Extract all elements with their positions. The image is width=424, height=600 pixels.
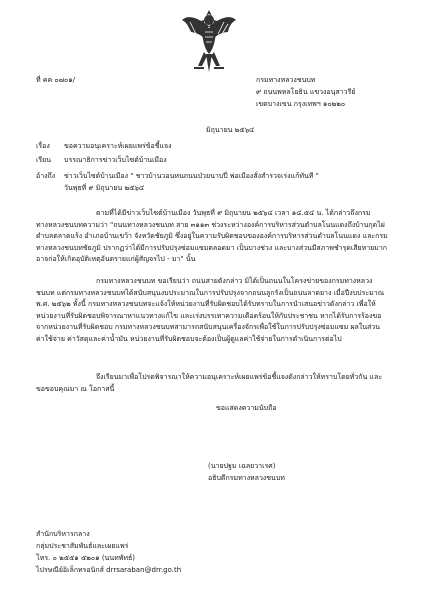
closing-phrase: ขอแสดงความนับถือ [216,404,277,412]
garuda-emblem-icon [180,8,238,74]
paragraph-3 [36,372,388,395]
footer-unit: กลุ่มประชาสัมพันธ์และเผยแพร่ [36,542,129,550]
letter-number: ที่ คค ๐๗๐๑/ [36,76,76,84]
subject-label: เรื่อง [36,142,50,150]
footer-phone: โทร. ๐ ๒๕๕๑ ๕๒๐๑ (นนทพัทธ์) [36,554,135,562]
reference-label: อ้างถึง [36,172,56,180]
recipient-label: เรียน [36,156,52,164]
footer-email: ไปรษณีย์อิเล็กทรอนิกส์ drrsaraban@drr.go.th [36,566,182,574]
letter-date: มิถุนายน ๒๕๖๔ [206,126,255,134]
signer-name: (นายปฐม เฉลยวาเรศ) [208,462,276,470]
sender-line-2: ๙ ถนนพหลโยธิน แขวงอนุสาวรีย์ [256,88,356,96]
recipient-text: บรรณาธิการข่าวเว็บไซต์บ้านเมือง [64,156,167,164]
paragraph-1-text: ตามที่ได้มีข่าวเว็บไซต์บ้านเมือง วันพุธที่ ๙ มิถุนายน ๒๕๖๔ เวลา ๑๔.๕๔ น. ได้กล่าวถึงกรมทางหลวงชนบทความว่า "ถนนทางหลวงชนบท สาย ๓๑๑๓ ช่วงระหว่างองค์การบริหารส่วนตำบลโนนแดงถึงบ้านกุดไผ่ ตำบลตลาดแร้ง อำเภอบ้านเขว้า จังหวัดชัยภูมิ ซึ่งอยู่ในความรับผิดชอบขององค์การบริหารส่วนตำบลโนนแดง และกรมทางหลวงชนบทชัยภูมิ ปรากฏว่าได้มีการปรับปรุงซ่อมแซมตลอดมา เป็นบางช่วง และบางส่วนมีสภาพชำรุดเสียหายมากอาจก่อให้เกิดอุบัติเหตุอันตรายแก่ผู้สัญจรไป - มา" นั้น [36,209,388,263]
paragraph-2 [36,276,388,345]
signer-title: อธิบดีกรมทางหลวงชนบท [208,474,285,482]
reference-line-2: วันพุธที่ ๙ มิถุนายน ๒๕๖๔ [64,184,145,192]
subject-text: ขอความอนุเคราะห์เผยแพร่ข้อชี้แจง [64,142,172,150]
sender-line-1: กรมทางหลวงชนบท [256,76,316,84]
footer-office: สำนักบริหารกลาง [36,530,90,538]
paragraph-1 [36,208,388,266]
paragraph-3-text: จึงเรียนมาเพื่อโปรดพิจารณาให้ความอนุเคราะห์เผยแพร่ข้อชี้แจงดังกล่าวให้ทราบโดยทั่วกัน และขอขอบคุณมา ณ โอกาสนี้ [36,373,383,393]
sender-line-3: เขตบางเขน กรุงเทพฯ ๑๐๒๒๐ [256,100,346,108]
paragraph-2-text: กรมทางหลวงชนบท ขอเรียนว่า ถนนสายดังกล่าว มิได้เป็นถนนในโครงข่ายของกรมทางหลวงชนบท แต่กรมทางหลวงชนบทได้สนับสนุนงบประมาณในการปรับปรุงจากถนนลูกรังเป็นถนนลาดยาง เมื่อปีงบประมาณ พ.ศ. ๒๕๖๒ ทั้งนี้ กรมทางหลวงชนบทจะแจ้งให้หน่วยงานที่รับผิดชอบได้รับทราบในการนำเสนอข่าวดังกล่าว เพื่อให้หน่วยงานที่รับผิดชอบพิจารณาหาแนวทางแก้ไข และเร่งบรรเทาความเดือดร้อนให้กับประชาชน หากได้รับการร้องขอจากหน่วยงานที่รับผิดชอบ กรมทางหลวงชนบทสามารถสนับสนุนเครื่องจักรเพื่อใช้ในการปรับปรุงซ่อมแซม ผลในส่วนค่าใช้จ่าย ค่าวัสดุและค่าน้ำมัน หน่วยงานที่รับผิดชอบจะต้องเป็นผู้ดูแลค่าใช้จ่ายในการดำเนินการต่อไป [36,277,385,343]
reference-line-1: ข่าวเว็บไซต์บ้านเมือง " ชาวบ้านวอนหนถนนป่วยนาบปี่ พ่อเมืองสั่งสำรวจเร่งแก้ทันที " [64,172,319,180]
